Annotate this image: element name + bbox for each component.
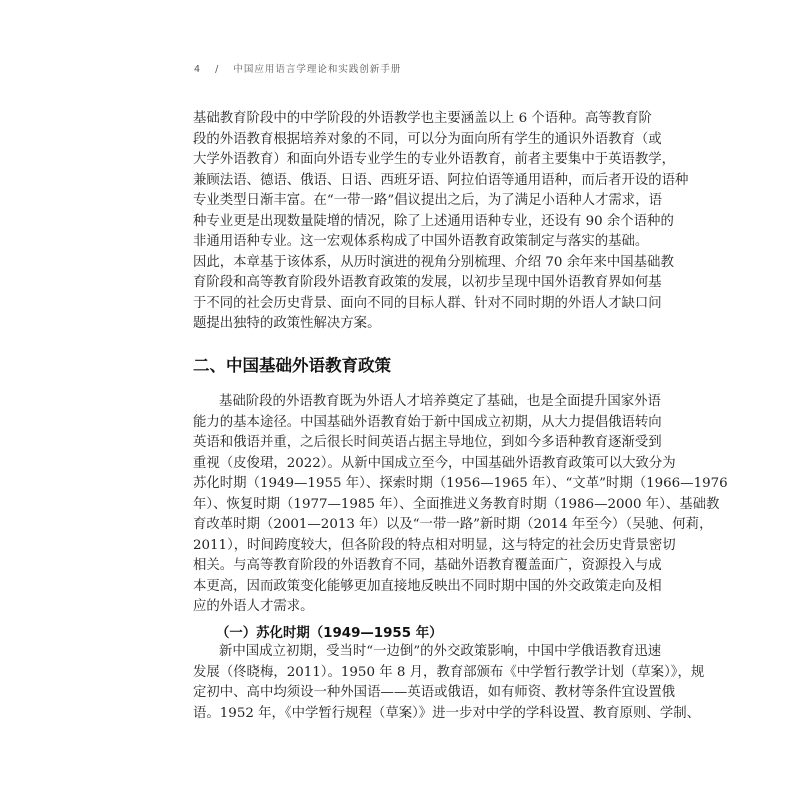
text-line: 种专业更是出现数量陡增的情况，除了上述通用语种专业，还设有 90 余个语种的: [193, 213, 674, 229]
section-heading: 二、中国基础外语教育政策: [193, 356, 391, 375]
text-line: 段的外语教育根据培养对象的不同，可以分为面向所有学生的通识外语教育（或: [193, 131, 662, 147]
paragraph-2: [193, 392, 728, 618]
text-line: 应的外语人才需求。: [193, 599, 314, 614]
text-line: 兼顾法语、德语、俄语、日语、西班牙语、阿拉伯语等通用语种，而后者开设的语种: [193, 172, 689, 188]
page-number: 4: [194, 64, 202, 75]
paragraph-3: [193, 642, 705, 724]
text-line: 苏化时期（1949—1955 年）、探索时期（1956—1965 年）、“文革”时期（1966—1976: [193, 476, 728, 491]
text-line: 非通用语种专业。这一宏观体系构成了中国外语教育政策制定与落实的基础。: [193, 234, 649, 249]
text-line: 2011），时间跨度较大，但各阶段的特点相对明显，这与特定的社会历史背景密切: [193, 537, 676, 553]
text-line: 相关。与高等教育阶段的外语教育不同，基础外语教育覆盖面广，资源投入与成: [193, 558, 662, 573]
text-line: 基础教育阶段中的中学阶段的外语教学也主要涵盖以上 6 个语种。高等教育阶: [193, 111, 652, 126]
text-line: 定初中、高中均须设一种外国语——英语或俄语，如有师资、教材等条件宜设置俄: [193, 685, 676, 700]
text-line: 因此，本章基于该体系，从历时演进的视角分别梳理、介绍 70 余年来中国基础教: [193, 254, 674, 270]
text-line: 题提出独特的政策性解决方案。: [193, 316, 381, 331]
text-line: 本更高，因而政策变化能够更加直接地反映出不同时期中国的外交政策走向及相: [193, 578, 662, 594]
text-line: 新中国成立初期，受当时“一边倒”的外交政策影响，中国中学俄语教育迅速: [219, 644, 662, 659]
text-line: 基础阶段的外语教育既为外语人才培养奠定了基础，也是全面提升国家外语: [219, 394, 661, 409]
subsection-heading: （一）苏化时期（1949—1955 年）: [216, 626, 443, 641]
header-separator: /: [215, 64, 220, 75]
text-line: 年）、恢复时期（1977—1985 年）、全面推进义务教育时期（1986—2000 年）、基础教: [193, 496, 720, 512]
text-line: 发展（佟晓梅，2011）。1950 年 8 月，教育部颁布《中学暂行教学计划（草案）》，规: [193, 664, 705, 680]
text-line: 重视（皮俊珺，2022）。从新中国成立至今，中国基础外语教育政策可以大致分为: [193, 455, 676, 471]
text-line: 英语和俄语并重，之后很长时间英语占据主导地位，到如今多语种教育逐渐受到: [193, 435, 662, 450]
text-line: 专业类型日渐丰富。在“一带一路”倡议提出之后，为了满足小语种人才需求，语: [193, 193, 662, 208]
paragraph-1: [193, 109, 689, 335]
text-line: 育阶段和高等教育阶段外语教育政策的发展，以初步呈现中国外语教育界如何基: [193, 275, 662, 290]
text-line: 语。1952 年，《中学暂行规程（草案）》进一步对中学的学科设置、教育原则、学制、: [193, 705, 700, 721]
book-title: 中国应用语言学理论和实践创新手册: [233, 64, 402, 75]
running-header: [194, 61, 411, 75]
text-line: 能力的基本途径。中国基础外语教育始于新中国成立初期，从大力提倡俄语转向: [193, 414, 662, 430]
text-line: 育改革时期（2001—2013 年）以及“一带一路”新时期（2014 年至今）（吴驰、何莉，: [193, 517, 713, 532]
text-line: 于不同的社会历史背景、面向不同的目标人群、针对不同时期的外语人才缺口问: [193, 295, 662, 311]
text-line: 大学外语教育）和面向外语专业学生的专业外语教育，前者主要集中于英语教学，: [193, 152, 676, 167]
